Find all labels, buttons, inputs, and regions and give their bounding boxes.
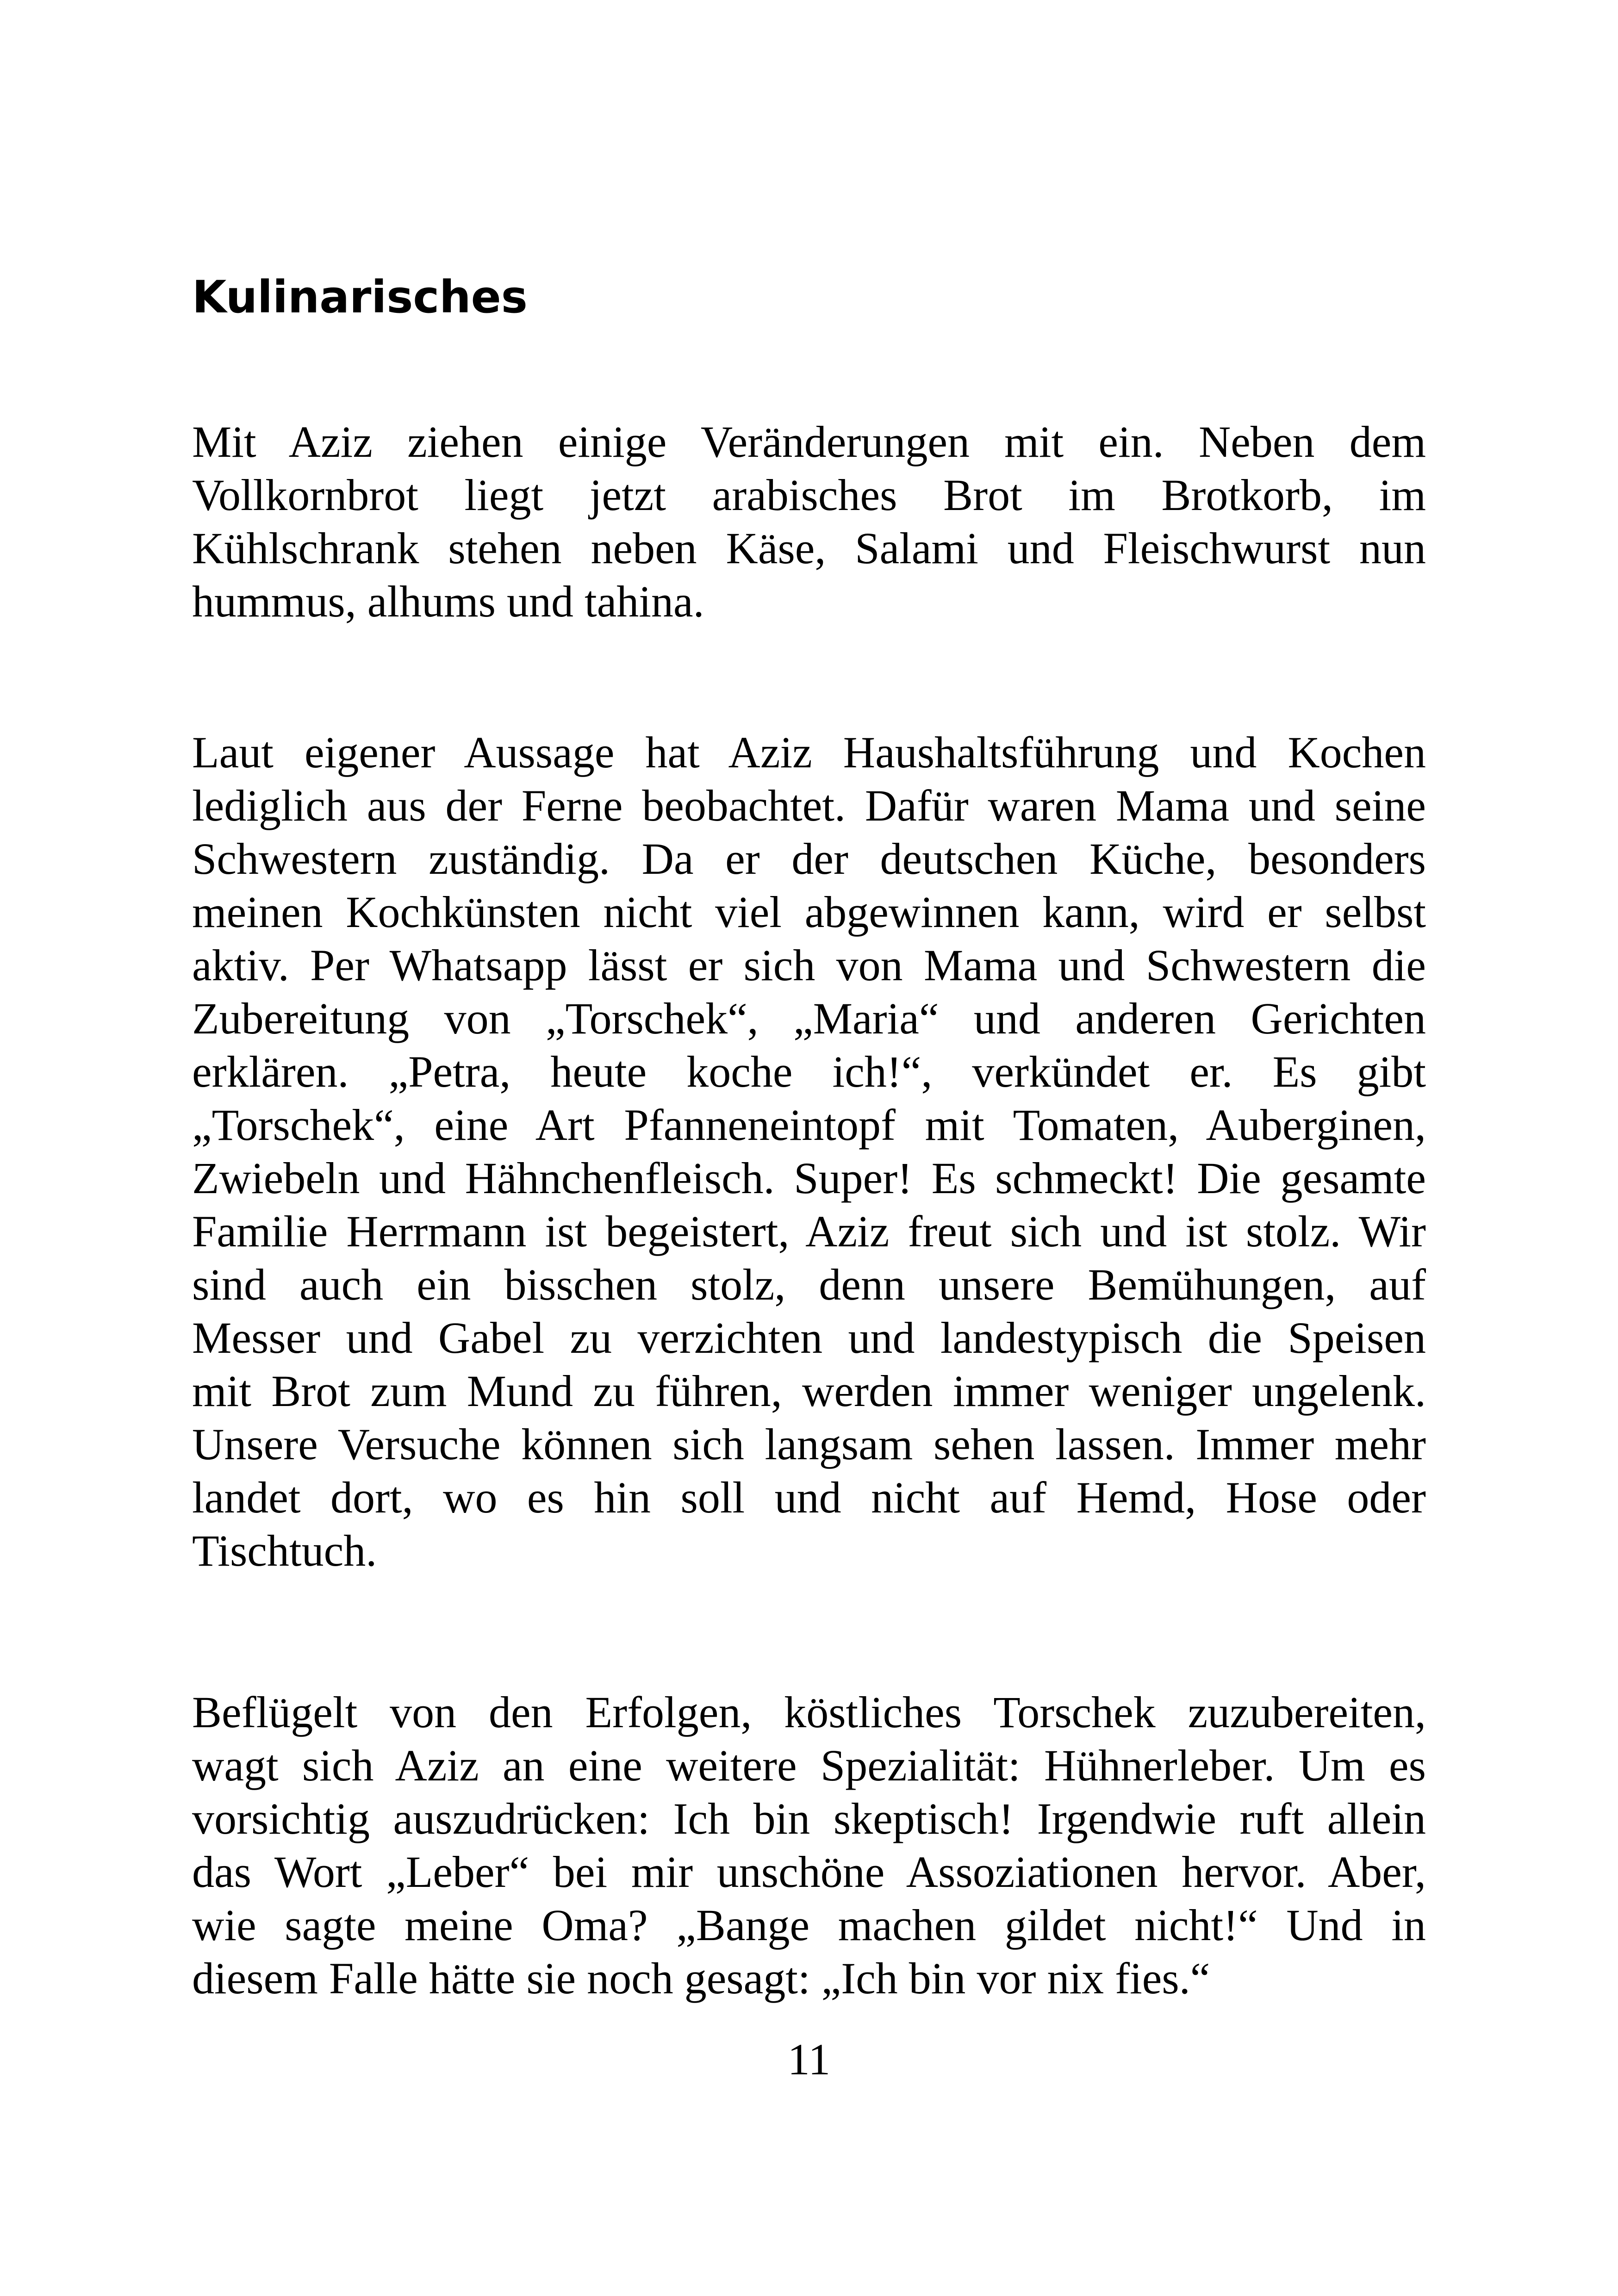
text-line: hummus, alhums und tahina.: [192, 577, 704, 626]
text-line: „Torschek“, eine Art Pfanneneintopf mit Tomaten, Auberginen,: [192, 1100, 1426, 1150]
text-line: Zwiebeln und Hähnchenfleisch. Super! Es schmeckt! Die gesamte: [192, 1153, 1426, 1203]
page-number: 11: [787, 2035, 831, 2084]
text-line: Tischtuch.: [192, 1526, 377, 1575]
text-line: Beflügelt von den Erfolgen, köstliches Torschek zuzubereiten,: [192, 1687, 1426, 1737]
paragraph-1: [192, 415, 1426, 628]
text-line: das Wort „Leber“ bei mir unschöne Assoziationen hervor. Aber,: [192, 1847, 1426, 1897]
text-line: Schwestern zuständig. Da er der deutschen Küche, besonders: [192, 834, 1426, 884]
chapter-heading: Kulinarisches: [192, 271, 528, 323]
text-line: Zubereitung von „Torschek“, „Maria“ und anderen Gerichten: [192, 994, 1426, 1043]
paragraph-3: [192, 1686, 1426, 2005]
text-line: sind auch ein bisschen stolz, denn unsere Bemühungen, auf: [192, 1260, 1426, 1309]
text-line: Messer und Gabel zu verzichten und landestypisch die Speisen: [192, 1313, 1426, 1363]
text-line: erklären. „Petra, heute koche ich!“, verkündet er. Es gibt: [192, 1047, 1426, 1096]
text-line: diesem Falle hätte sie noch gesagt: „Ich bin vor nix fies.“: [192, 1954, 1210, 2003]
text-line: wie sagte meine Oma? „Bange machen gildet nicht!“ Und in: [192, 1900, 1426, 1950]
paragraph-2: [192, 726, 1426, 1577]
text-line: Vollkornbrot liegt jetzt arabisches Brot im Brotkorb, im: [192, 470, 1426, 520]
text-line: meinen Kochkünsten nicht viel abgewinnen kann, wird er selbst: [192, 887, 1426, 937]
text-line: Kühlschrank stehen neben Käse, Salami und Fleischwurst nun: [192, 523, 1426, 573]
text-line: Mit Aziz ziehen einige Veränderungen mit ein. Neben dem: [192, 417, 1426, 467]
text-line: Laut eigener Aussage hat Aziz Haushaltsführung und Kochen: [192, 728, 1426, 777]
text-line: aktiv. Per Whatsapp lässt er sich von Mama und Schwestern die: [192, 940, 1426, 990]
text-line: lediglich aus der Ferne beobachtet. Dafür waren Mama und seine: [192, 781, 1426, 830]
text-line: wagt sich Aziz an eine weitere Spezialität: Hühnerleber. Um es: [192, 1741, 1426, 1790]
text-line: landet dort, wo es hin soll und nicht auf Hemd, Hose oder: [192, 1473, 1426, 1522]
text-line: mit Brot zum Mund zu führen, werden immer weniger ungelenk.: [192, 1366, 1426, 1416]
text-line: vorsichtig auszudrücken: Ich bin skeptisch! Irgendwie ruft allein: [192, 1794, 1426, 1843]
text-line: Familie Herrmann ist begeistert, Aziz freut sich und ist stolz. Wir: [192, 1207, 1426, 1256]
text-line: Unsere Versuche können sich langsam sehen lassen. Immer mehr: [192, 1419, 1426, 1469]
